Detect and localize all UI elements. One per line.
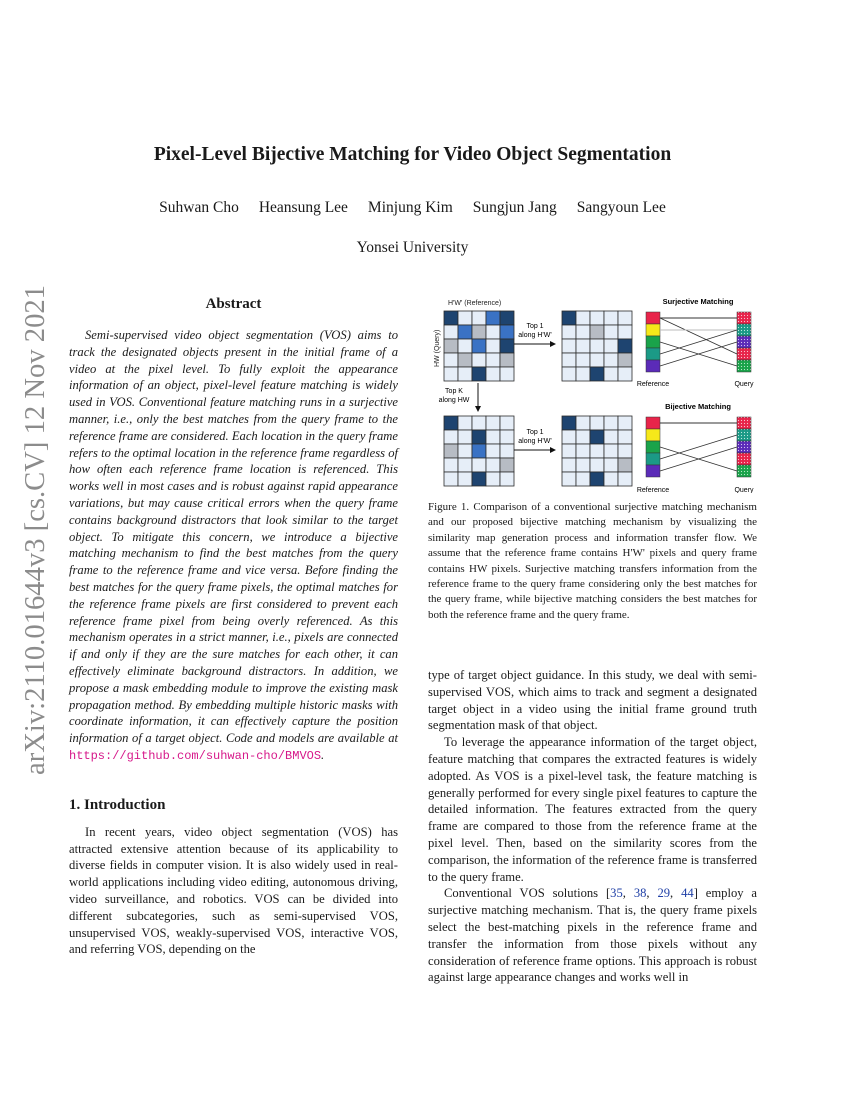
grid-cell <box>444 472 458 486</box>
author-name: Sangyoun Lee <box>576 199 666 216</box>
grid-cell <box>500 367 514 381</box>
affiliation: Yonsei University <box>356 239 469 256</box>
grid-cell <box>562 444 576 458</box>
grid-cell <box>500 444 514 458</box>
author-name: Heansung Lee <box>258 199 348 216</box>
topk-label-line2: along HW <box>438 397 470 404</box>
intro-paragraph-3: Conventional VOS solutions [35, 38, 29, 44] employ a surjective matching mechanism. That is, the query frame pixels select the best-matching pixels in the reference frame and transfer the information from those pixels without any consideration of reference frame options. This approach is robust against large appearance changes and works well in <box>428 886 758 985</box>
similarity-grid-topk <box>444 416 514 486</box>
grid-cell <box>472 444 486 458</box>
grid-cell <box>500 325 514 339</box>
grid-cell <box>618 430 632 444</box>
bijective-links <box>660 423 737 471</box>
grid-cell <box>576 416 590 430</box>
surjective-reference-label: Reference <box>636 381 670 388</box>
grid-cell <box>590 416 604 430</box>
p3-end: ] employ a surjective matching mechanism. That is, the query frame pixels select the best-matching pixels in the reference frame and transfer the information from those pixels without any consideration of reference frame options. This approach is robust against large appearance changes and works well in <box>428 886 758 985</box>
bijective-title: Bijective Matching <box>665 402 731 411</box>
grid-cell <box>590 325 604 339</box>
abstract-heading: Abstract <box>205 296 262 312</box>
grid-cell <box>486 325 500 339</box>
grid-cell <box>590 458 604 472</box>
top1-label-line2: along H'W' <box>518 332 552 339</box>
grid-cell <box>472 416 486 430</box>
grid-cell <box>458 325 472 339</box>
grid-cell <box>472 325 486 339</box>
grid-cell <box>604 367 618 381</box>
author-name: Minjung Kim <box>367 199 453 216</box>
grid-cell <box>618 353 632 367</box>
grid-cell <box>472 367 486 381</box>
grid-cell <box>618 416 632 430</box>
grid-cell <box>590 353 604 367</box>
grid-cell <box>500 458 514 472</box>
topk-label-line1: Top K <box>445 388 463 395</box>
grid-cell <box>576 444 590 458</box>
grid-cell <box>472 353 486 367</box>
grid-cell <box>486 472 500 486</box>
grid-cell <box>604 325 618 339</box>
grid-cell <box>590 444 604 458</box>
grid-cell <box>604 472 618 486</box>
top1-label-line1: Top 1 <box>526 323 544 330</box>
grid-cell <box>458 458 472 472</box>
grid-cell <box>472 430 486 444</box>
grid-cell <box>604 311 618 325</box>
bijective-reference-label: Reference <box>636 487 670 493</box>
author-list <box>0 199 825 217</box>
grid-cell <box>590 472 604 486</box>
citation-link[interactable]: 44 <box>681 886 694 901</box>
grid-cell <box>618 311 632 325</box>
grid-cell <box>472 311 486 325</box>
top1-bottom-label-line2: along H'W' <box>518 438 552 445</box>
grid-cell <box>458 339 472 353</box>
grid-cell <box>486 353 500 367</box>
grid-cell <box>472 472 486 486</box>
grid-cell <box>562 339 576 353</box>
surjective-query-column <box>737 312 751 372</box>
grid-cell <box>444 416 458 430</box>
grid-cell <box>562 311 576 325</box>
grid-cell <box>618 472 632 486</box>
grid-cell <box>458 430 472 444</box>
grid-cell <box>618 444 632 458</box>
figure-1 <box>428 293 758 493</box>
surjective-reference-column <box>646 312 660 372</box>
grid-cell <box>562 458 576 472</box>
grid-cell <box>500 416 514 430</box>
author-name: Suhwan Cho <box>159 199 239 216</box>
grid-cell <box>618 458 632 472</box>
grid-cell <box>458 472 472 486</box>
p3-start: Conventional VOS solutions [ <box>444 886 611 901</box>
grid-cell <box>444 339 458 353</box>
grid-cell <box>618 367 632 381</box>
grid-cell <box>576 339 590 353</box>
bijective-reference-column <box>646 417 660 477</box>
grid-cell <box>458 367 472 381</box>
grid-cell <box>444 325 458 339</box>
abstract-end: . <box>321 747 325 762</box>
grid-cell <box>486 458 500 472</box>
grid-cell <box>604 458 618 472</box>
grid-cell <box>486 367 500 381</box>
introduction-heading: 1. Introduction <box>69 796 166 813</box>
grid-cell <box>562 416 576 430</box>
grid-cell <box>444 430 458 444</box>
grid-cell <box>444 311 458 325</box>
similarity-grid-top1 <box>562 311 632 381</box>
grid-cell <box>604 430 618 444</box>
grid-cell <box>604 353 618 367</box>
grid-cell <box>562 430 576 444</box>
query-axis-label: HW (Query) <box>434 329 441 367</box>
grid-cell <box>500 472 514 486</box>
similarity-grid-initial <box>444 311 514 381</box>
intro-paragraph-1-continued: type of target object guidance. In this study, we deal with semi-supervised VOS, which aims to track and segment a designated target object in a video using the initial frame ground truth segmentation mask of that object. <box>428 668 757 733</box>
grid-cell <box>576 311 590 325</box>
grid-cell <box>618 325 632 339</box>
grid-cell <box>562 353 576 367</box>
grid-cell <box>500 311 514 325</box>
code-link[interactable]: https://github.com/suhwan-cho/BMVOS <box>69 748 322 763</box>
grid-cell <box>444 367 458 381</box>
grid-cell <box>444 444 458 458</box>
similarity-grid-bijective <box>562 416 632 486</box>
citation-link[interactable]: 35 <box>610 886 623 901</box>
abstract-text <box>69 327 398 765</box>
grid-cell <box>472 458 486 472</box>
grid-cell <box>486 430 500 444</box>
grid-cell <box>562 367 576 381</box>
grid-cell <box>590 339 604 353</box>
grid-cell <box>576 367 590 381</box>
bijective-query-column <box>737 417 751 477</box>
surjective-links <box>660 318 737 366</box>
grid-cell <box>458 444 472 458</box>
grid-cell <box>500 339 514 353</box>
reference-axis-label: H'W' (Reference) <box>448 300 502 307</box>
grid-cell <box>576 430 590 444</box>
grid-cell <box>562 472 576 486</box>
top1-bottom-label-line1: Top 1 <box>526 429 544 436</box>
grid-cell <box>486 416 500 430</box>
grid-cell <box>500 430 514 444</box>
citation-link[interactable]: 29 <box>657 886 671 901</box>
grid-cell <box>500 353 514 367</box>
figure-caption: Figure 1. Comparison of a conventional surjective matching mechanism and our proposed bijective matching mechanism by visualizing the similarity map generation process and information transfer flow. We assume that the reference frame contains H'W' pixels and query frame contains HW pixels. Surjective matching transfers information from the reference frame to the query frame considering only the best matches for the query frame, while bijective matching considers the best matches for both the reference frame and the query frame. <box>428 501 757 621</box>
surjective-title: Surjective Matching <box>662 297 734 306</box>
grid-cell <box>444 458 458 472</box>
grid-cell <box>618 339 632 353</box>
grid-cell <box>562 325 576 339</box>
left-column <box>69 296 398 958</box>
grid-cell <box>444 353 458 367</box>
grid-cell <box>486 339 500 353</box>
grid-cell <box>486 311 500 325</box>
paper-title: Pixel-Level Bijective Matching for Video Object Segmentation <box>153 144 672 165</box>
grid-cell <box>604 444 618 458</box>
grid-cell <box>590 367 604 381</box>
grid-cell <box>486 444 500 458</box>
grid-cell <box>458 311 472 325</box>
arxiv-id: arXiv:2110.01644v3 [cs.CV] 12 Nov 2021 <box>20 295 51 775</box>
grid-cell <box>458 416 472 430</box>
grid-cell <box>604 416 618 430</box>
right-column <box>428 667 757 986</box>
abstract-body: Semi-supervised video object segmentation (VOS) aims to track the designated objects present in the initial frame of a video at the pixel level. To fully exploit the appearance information of an object, pixel-level feature matching is widely used in VOS. Conventional feature matching runs in a surjective manner, i.e., only the best matches from the query frame to the reference frame are considered. Each location in the query frame refers to the optimal location in the reference frame regardless of how often each reference frame location is referenced. This works well in most cases and is robust against rapid appearance variations, but may cause critical errors when the query frame contains background distractors that look similar to the target object. To mitigate this concern, we introduce a bijective matching mechanism to find the best matches from the query frame to the reference frame and vice versa. Before finding the best matches for the query frame pixels, the optimal matches for the reference frame pixels are first considered to prevent each reference frame pixel from being overly referenced. As this mechanism operates in a strict manner, i.e., pixels are connected if and only if they are the sure matches for each other, it can effectively eliminate background distractors. In addition, we propose a mask embedding module to improve the existing mask propagation method. By embedding multiple historic masks with coordinate information, it can effectively capture the position information of a target object. Code and models are available at <box>69 328 398 746</box>
grid-cell <box>458 353 472 367</box>
arxiv-stamp <box>12 285 56 775</box>
grid-cell <box>576 353 590 367</box>
bijective-query-label: Query <box>734 487 754 493</box>
grid-cell <box>576 325 590 339</box>
author-name: Sungjun Jang <box>472 199 557 216</box>
grid-cell <box>590 311 604 325</box>
surjective-query-label: Query <box>734 381 754 388</box>
intro-paragraph-1: In recent years, video object segmentation (VOS) has attracted extensive attention because of its applicability to diverse fields in computer vision. It is also widely used in real-world applications including video editing, autonomous driving, video surveillance, and robotics. VOS can be divided into different subcategories, such as semi-supervised VOS, unsupervised VOS, weakly-supervised VOS, interactive VOS, and referring VOS, depending on the <box>69 824 398 957</box>
grid-cell <box>576 458 590 472</box>
citation-link[interactable]: 38 <box>633 886 647 901</box>
grid-cell <box>472 339 486 353</box>
grid-cell <box>604 339 618 353</box>
grid-cell <box>590 430 604 444</box>
grid-cell <box>576 472 590 486</box>
intro-paragraph-2: To leverage the appearance information of the target object, feature matching that compares the extracted features is widely adopted. As VOS is a pixel-level task, the feature matching is generally performed for every single pixel features to capture the detailed information. The features extracted from the query frame are compared to those from the reference frame at the pixel level. Then, based on the similarity scores from the comparison, the information of the reference frame is transferred to the query frame. <box>428 735 757 884</box>
